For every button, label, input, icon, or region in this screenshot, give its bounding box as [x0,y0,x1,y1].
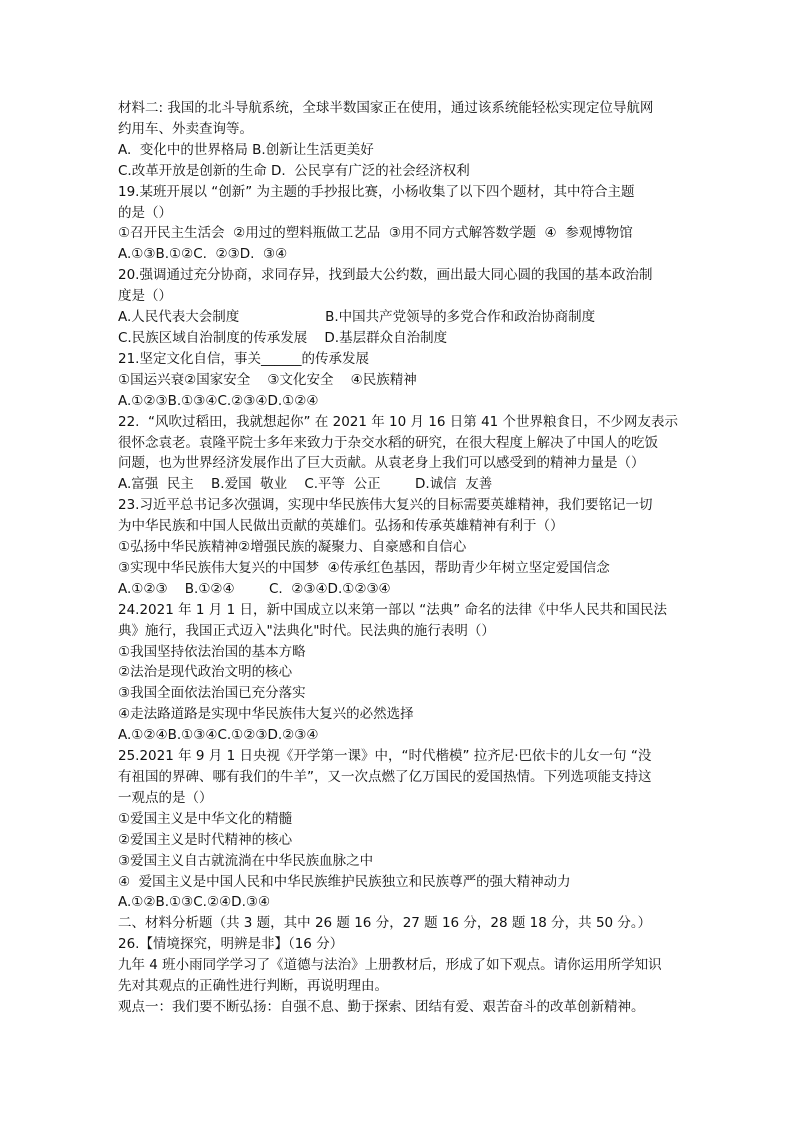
question-24-stem: 24.2021 年 1 月 1 日，新中国成立以来第一部以 “法典” 命名的法律《中华人民共和国民法 [118,601,668,618]
question-25-items: ①爱国主义是中华文化的精髓 [118,810,293,827]
question-21-options: A.①②③B.①③④C.②③④D.①②④ [118,392,319,409]
question-24-items: ②法治是现代政治文明的核心 [118,664,293,681]
question-22-stem: 22. “风吹过稻田，我就想起你” 在 2021 年 10 月 16 日第 41 个世界粮食日，不少网友表示 [118,413,679,430]
question-19-stem: 的是（） [118,204,172,221]
question-25-stem: 25.2021 年 9 月 1 日央视《开学第一课》中，“时代楷模” 拉齐尼·巴依卡的儿女一句 “没 [118,748,652,765]
question-24-options: A.①②④B.①③④C.①②③D.②③④ [118,727,319,744]
question-20-stem: 度是（） [118,288,172,305]
question-20-options: A.人民代表大会制度 B.中国共产党领导的多党合作和政治协商制度 [118,309,596,326]
question-19-items: ①召开民主生活会 ②用过的塑料瓶做工艺品 ③用不同方式解答数学题 ④ 参观博物馆 [118,225,633,242]
question-24-items: ④走法路道路是实现中华民族伟大复兴的必然选择 [118,706,414,723]
question-25-items: ②爱国主义是时代精神的核心 [118,831,293,848]
text-line: 约用车、外卖查询等。 [118,120,253,137]
question-25-stem: 一观点的是（） [118,789,213,806]
question-26-title: 26.【情境探究，明辨是非】（16 分） [118,936,344,953]
question-19-stem: 19.某班开展以 “创新” 为主题的手抄报比赛，小杨收集了以下四个题材，其中符合主题 [118,183,635,200]
question-26-stem: 先对其观点的正确性进行判断，再说明理由。 [118,978,388,995]
question-20-stem: 20.强调通过充分协商，求同存异，找到最大公约数，画出最大同心圆的我国的基本政治制 [118,267,653,284]
document-page [118,98,678,1018]
question-25-items: ④ 爱国主义是中国人民和中华民族维护民族独立和民族尊严的强大精神动力 [118,873,571,890]
question-21-stem: 21.坚定文化自信，事关______的传承发展 [118,350,369,367]
option-line: A. 变化中的世界格局 B.创新让生活更美好 [118,141,374,158]
text-line: 材料二: 我国的北斗导航系统，全球半数国家正在使用，通过该系统能轻松实现定位导航网 [118,100,654,116]
question-26-viewpoint: 观点一：我们要不断弘扬：自强不息、勤于探索、团结有爱、艰苦奋斗的改革创新精神。 [118,998,645,1015]
question-24-stem: 典》施行，我国正式迈入"法典化"时代。民法典的施行表明（） [118,622,495,639]
question-23-items: ③实现中华民族伟大复兴的中国梦 ④传承红色基因，帮助青少年树立坚定爱国信念 [118,559,610,576]
question-24-items: ③我国全面依法治国已充分落实 [118,685,306,702]
question-22-options: A.富强 民主 B.爱国 敬业 C.平等 公正 D.诚信 友善 [118,476,493,493]
option-line: C.改革开放是创新的生命 D. 公民享有广泛的社会经济权利 [118,162,470,179]
question-25-items: ③爱国主义自古就流淌在中华民族血脉之中 [118,852,374,869]
section-heading: 二、材料分析题（共 3 题，其中 26 题 16 分，27 题 16 分，28 题 18 分，共 50 分。） [118,915,652,932]
question-24-items: ①我国坚持依法治国的基本方略 [118,643,306,660]
question-26-stem: 九年 4 班小雨同学学习了《道德与法治》上册教材后，形成了如下观点。请你运用所学知识 [118,957,662,974]
question-25-stem: 有祖国的界碑、哪有我们的牛羊”，又一次点燃了亿万国民的爱国热情。下列选项能支持这 [118,769,652,785]
question-19-options: A.①③B.①②C. ②③D. ③④ [118,246,288,263]
question-22-stem: 问题，也为世界经济发展作出了巨大贡献。从袁老身上我们可以感受到的精神力量是（） [118,455,645,472]
question-20-options: C.民族区域自治制度的传承发展 D.基层群众自治制度 [118,329,448,346]
question-23-stem: 23.习近平总书记多次强调，实现中华民族伟大复兴的目标需要英雄精神，我们要铭记一切 [118,497,653,514]
question-25-options: A.①②B.①③C.②④D.③④ [118,894,271,911]
question-23-stem: 为中华民族和中国人民做出贡献的英雄们。弘扬和传承英雄精神有利于（） [118,518,564,535]
question-21-items: ①国运兴衰②国家安全 ③文化安全 ④民族精神 [118,371,417,388]
question-22-stem: 很怀念袁老。袁隆平院士多年来致力于杂交水稻的研究，在很大程度上解决了中国人的吃饭 [118,434,658,451]
question-23-items: ①弘扬中华民族精神②增强民族的凝聚力、自豪感和自信心 [118,539,467,556]
question-23-options: A.①②③ B.①②④ C. ②③④D.①②③④ [118,580,391,597]
